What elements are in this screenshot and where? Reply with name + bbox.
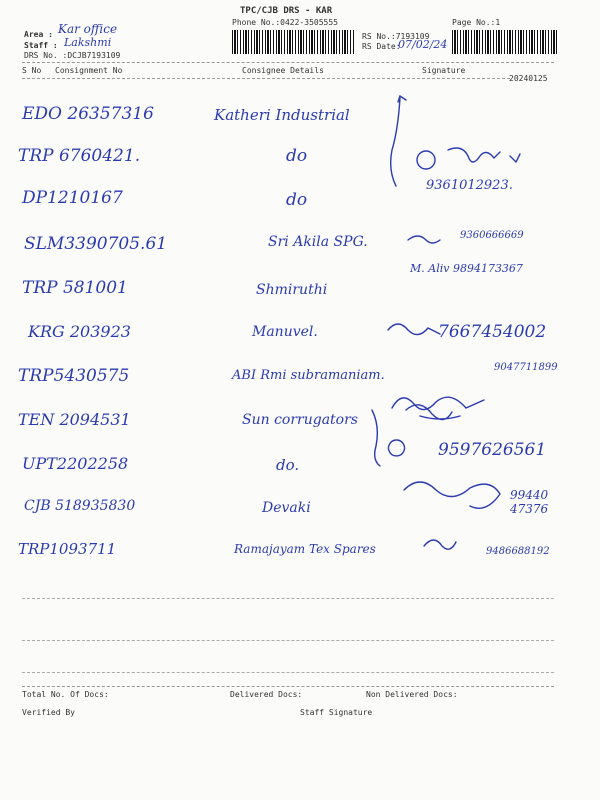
consignee-name: do [286, 190, 308, 210]
columns-divider [22, 78, 510, 79]
consignee-name: Shmiruthi [256, 282, 328, 298]
rs-number: RS No.:7193109 [362, 32, 430, 41]
barcode-left [232, 30, 354, 54]
consignee-name: Katheri Industrial [214, 106, 350, 124]
consignee-name: Sri Akila SPG. [268, 234, 368, 250]
signature-phone: 9597626561 [438, 440, 547, 460]
blank-row-line [22, 640, 554, 641]
header-divider [22, 62, 554, 63]
consignee-name: Manuvel. [252, 324, 318, 340]
blank-row-line [22, 598, 554, 599]
column-signature: Signature [422, 66, 466, 75]
consignee-name: Sun corrugators [242, 412, 358, 428]
consignee-name: ABI Rmi subramaniam. [232, 368, 385, 383]
total-docs-label: Total No. Of Docs: [22, 690, 109, 699]
staff-signature-label: Staff Signature [300, 708, 373, 717]
consignment-number: SLM3390705.61 [24, 234, 168, 254]
blank-row-line [22, 672, 554, 673]
staff-value: Lakshmi [64, 36, 112, 49]
signature-scribbles [0, 90, 600, 690]
consignee-name: Ramajayam Tex Spares [234, 542, 376, 556]
signature-phone: 9047711899 [494, 362, 558, 373]
consignment-number: TRP1093711 [18, 540, 117, 558]
area-value: Kar office [58, 22, 118, 36]
rs-date-value: 07/02/24 [398, 38, 448, 51]
consignment-number: TEN 2094531 [18, 410, 131, 429]
signature-phone: 7667454002 [438, 322, 547, 342]
consignment-number: TRP5430575 [18, 366, 130, 386]
signature-phone: 9486688192 [486, 546, 550, 557]
consignment-number: UPT2202258 [22, 454, 129, 473]
non-delivered-docs-label: Non Delivered Docs: [366, 690, 458, 699]
signature-phone: 9361012923. [426, 178, 513, 193]
date-stamp: 20240125 [509, 74, 548, 83]
consignee-name: do. [276, 456, 300, 474]
signature-phone: M. Aliv 9894173367 [410, 262, 523, 275]
drs-number: DRS No. :DCJB7193109 [24, 51, 121, 60]
consignment-number: EDO 26357316 [22, 104, 154, 124]
consignee-name: Devaki [262, 500, 311, 516]
consignment-number: DP1210167 [22, 188, 123, 208]
column-consignment: Consignment No [55, 66, 123, 75]
column-sno: S No [22, 66, 42, 75]
rs-date-label: RS Date: [362, 42, 401, 51]
signature-phone: 9360666669 [460, 230, 524, 241]
barcode-right [452, 30, 558, 54]
consignment-number: TRP 6760421. [18, 146, 141, 166]
staff-label: Staff : [24, 41, 58, 50]
page-number: Page No.:1 [452, 18, 501, 27]
footer-divider [22, 686, 554, 687]
verified-by-label: Verified By [22, 708, 75, 717]
area-label: Area : [24, 30, 53, 39]
column-consignee: Consignee Details [242, 66, 324, 75]
consignment-number: KRG 203923 [28, 322, 131, 341]
consignment-number: CJB 518935830 [24, 498, 136, 514]
consignment-number: TRP 581001 [22, 278, 128, 298]
delivered-docs-label: Delivered Docs: [230, 690, 303, 699]
document-title: TPC/CJB DRS - KAR [240, 6, 333, 16]
consignee-name: do [286, 146, 308, 166]
phone-number: Phone No.:0422-3505555 [232, 18, 338, 27]
signature-phone: 99440 47376 [510, 488, 549, 516]
